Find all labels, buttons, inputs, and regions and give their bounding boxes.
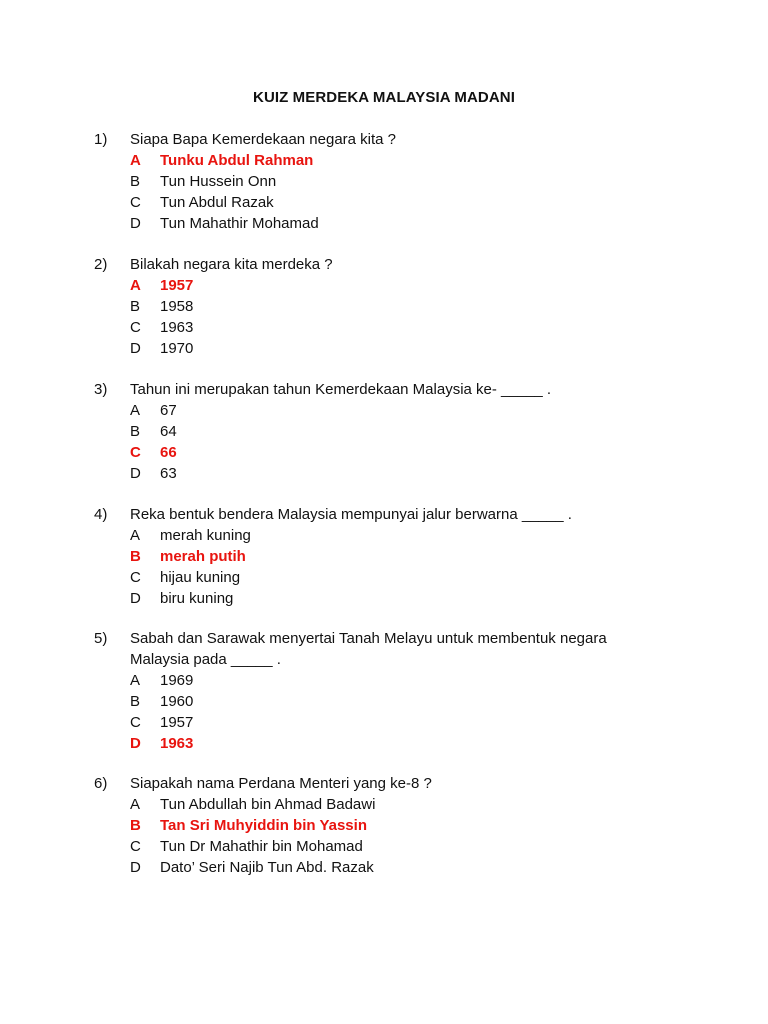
option-c <box>0 567 768 588</box>
option-text: Tun Mahathir Mohamad <box>160 215 319 232</box>
option-b <box>0 691 768 712</box>
question-text: Bilakah negara kita merdeka ? <box>130 256 333 273</box>
option-text: 63 <box>160 465 177 482</box>
option-c <box>0 442 768 463</box>
option-d <box>0 463 768 484</box>
option-c <box>0 192 768 213</box>
option-letter: D <box>130 590 141 607</box>
option-letter: B <box>130 548 141 565</box>
option-text: 1957 <box>160 277 194 294</box>
option-letter: D <box>130 215 141 232</box>
question-text-continued: Malaysia pada _____ . <box>130 651 281 668</box>
option-text: merah kuning <box>160 527 251 544</box>
option-letter: C <box>130 838 141 855</box>
option-b <box>0 171 768 192</box>
option-letter: D <box>130 735 141 752</box>
option-text: Dato’ Seri Najib Tun Abd. Razak <box>160 859 374 876</box>
option-text: Tun Hussein Onn <box>160 173 277 190</box>
option-text: Tan Sri Muhyiddin bin Yassin <box>160 817 367 834</box>
option-letter: A <box>130 277 141 294</box>
option-letter: C <box>130 319 141 336</box>
option-letter: A <box>130 402 141 419</box>
option-letter: B <box>130 298 141 315</box>
option-letter: B <box>130 423 141 440</box>
option-c <box>0 712 768 733</box>
option-b <box>0 546 768 567</box>
question-line <box>0 379 768 400</box>
option-d <box>0 857 768 878</box>
question-5 <box>0 628 768 754</box>
option-a <box>0 525 768 546</box>
option-letter: D <box>130 465 141 482</box>
option-letter: C <box>130 194 141 211</box>
question-number: 5) <box>94 630 108 647</box>
option-c <box>0 836 768 857</box>
question-number: 4) <box>94 506 108 523</box>
question-number: 1) <box>94 131 108 148</box>
option-letter: B <box>130 817 141 834</box>
option-a <box>0 794 768 815</box>
option-d <box>0 338 768 359</box>
question-text: Sabah dan Sarawak menyertai Tanah Melayu untuk membentuk negara <box>130 630 607 647</box>
option-text: merah putih <box>160 548 246 565</box>
question-number: 3) <box>94 381 108 398</box>
option-text: 66 <box>160 444 177 461</box>
question-text: Reka bentuk bendera Malaysia mempunyai jalur berwarna _____ . <box>130 506 572 523</box>
question-3 <box>0 379 768 484</box>
question-line <box>0 773 768 794</box>
option-text: Tun Abdullah bin Ahmad Badawi <box>160 796 376 813</box>
option-letter: B <box>130 693 141 710</box>
page-title: KUIZ MERDEKA MALAYSIA MADANI <box>253 89 515 106</box>
option-a <box>0 150 768 171</box>
option-text: 64 <box>160 423 177 440</box>
option-text: 1960 <box>160 693 194 710</box>
option-d <box>0 588 768 609</box>
option-letter: A <box>130 672 141 689</box>
option-text: 67 <box>160 402 177 419</box>
question-line-cont <box>0 649 768 670</box>
option-text: 1958 <box>160 298 194 315</box>
question-line <box>0 254 768 275</box>
option-letter: C <box>130 569 141 586</box>
question-text: Tahun ini merupakan tahun Kemerdekaan Malaysia ke- _____ . <box>130 381 552 398</box>
option-letter: A <box>130 152 141 169</box>
option-text: 1963 <box>160 735 194 752</box>
option-text: biru kuning <box>160 590 234 607</box>
option-text: 1957 <box>160 714 194 731</box>
option-d <box>0 213 768 234</box>
option-a <box>0 275 768 296</box>
option-text: hijau kuning <box>160 569 241 586</box>
option-a <box>0 400 768 421</box>
option-letter: A <box>130 796 141 813</box>
question-2 <box>0 254 768 359</box>
question-line <box>0 628 768 649</box>
option-text: 1963 <box>160 319 194 336</box>
option-b <box>0 815 768 836</box>
question-line <box>0 504 768 525</box>
option-d <box>0 733 768 754</box>
question-4 <box>0 504 768 609</box>
question-line <box>0 129 768 150</box>
option-b <box>0 421 768 442</box>
option-text: 1969 <box>160 672 194 689</box>
option-letter: A <box>130 527 141 544</box>
option-letter: D <box>130 340 141 357</box>
question-1 <box>0 129 768 234</box>
option-letter: C <box>130 444 141 461</box>
question-text: Siapa Bapa Kemerdekaan negara kita ? <box>130 131 397 148</box>
option-c <box>0 317 768 338</box>
option-letter: C <box>130 714 141 731</box>
question-number: 6) <box>94 775 108 792</box>
option-letter: D <box>130 859 141 876</box>
option-letter: B <box>130 173 141 190</box>
question-number: 2) <box>94 256 108 273</box>
question-text: Siapakah nama Perdana Menteri yang ke-8 ? <box>130 775 432 792</box>
option-b <box>0 296 768 317</box>
option-text: Tun Dr Mahathir bin Mohamad <box>160 838 363 855</box>
option-text: Tun Abdul Razak <box>160 194 274 211</box>
question-6 <box>0 773 768 878</box>
option-a <box>0 670 768 691</box>
option-text: 1970 <box>160 340 194 357</box>
option-text: Tunku Abdul Rahman <box>160 152 314 169</box>
